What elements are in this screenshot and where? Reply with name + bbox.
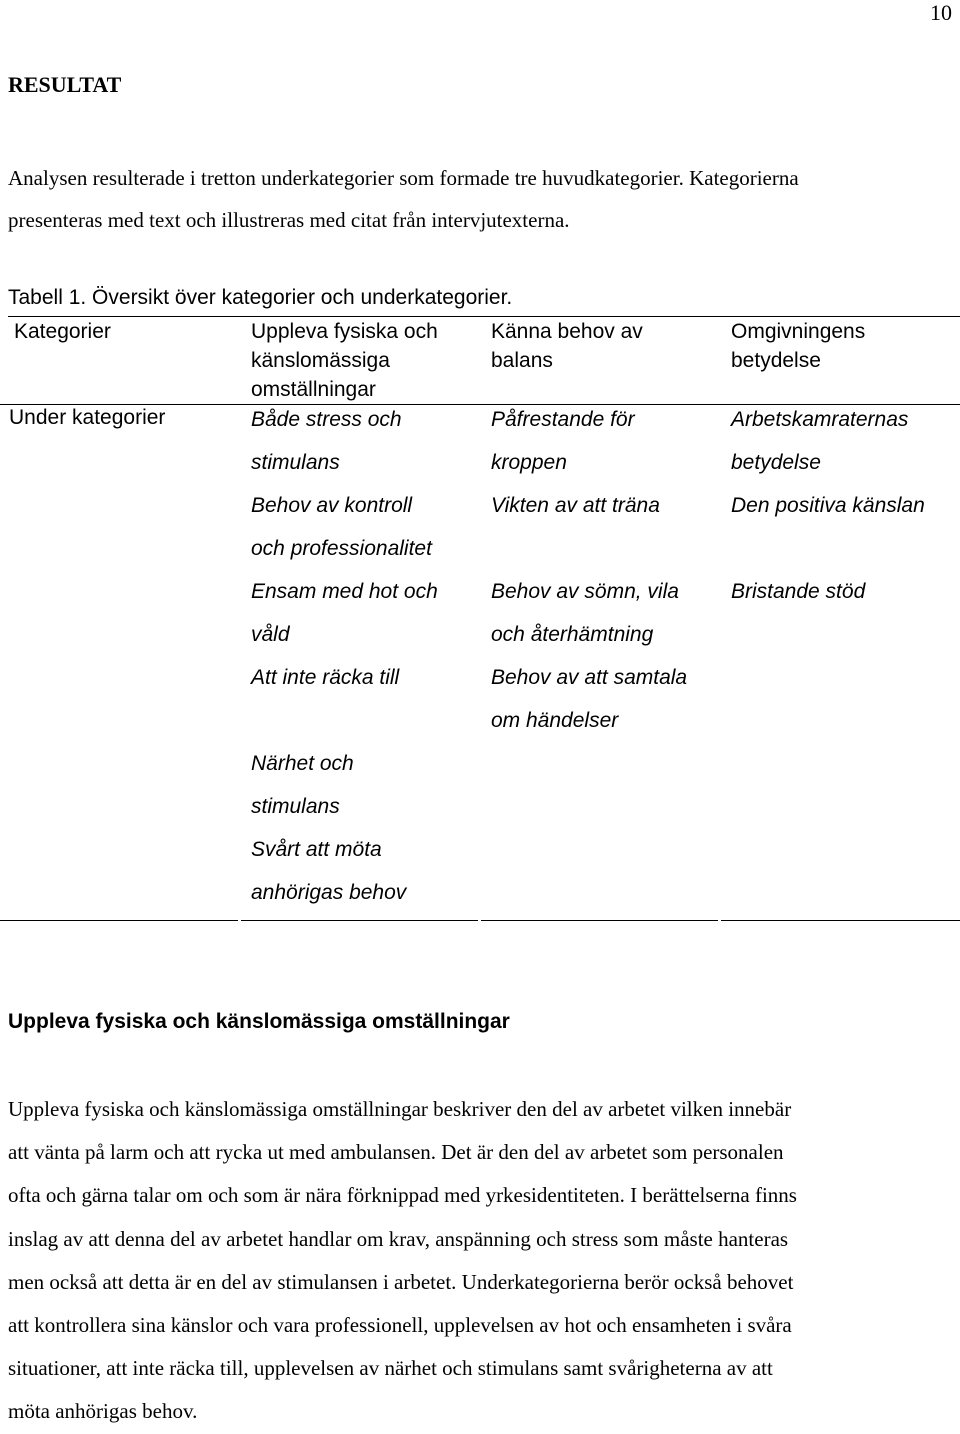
subcategory-line: Den positiva känslan: [731, 494, 925, 517]
table-bottom-rule: [0, 920, 238, 921]
subcategory-line: Bristande stöd: [731, 580, 866, 603]
subcategory-line: Arbetskamraternas: [731, 408, 909, 431]
body-line: men också att detta är en del av stimulansen i arbetet. Underkategorierna berör också behovet: [8, 1269, 794, 1294]
subcategory-line: Behov av sömn, vila: [491, 580, 679, 603]
table-bottom-rule: [481, 920, 718, 921]
body-line: ofta och gärna talar om och som är nära förknippad med yrkesidentiteten. I berättelserna finns: [8, 1183, 797, 1208]
subcategory-line: Ensam med hot och: [251, 580, 438, 603]
body-line: möta anhörigas behov.: [8, 1399, 198, 1424]
subcategory-line: och återhämtning: [491, 623, 654, 646]
subcategory-line: Behov av att samtala: [491, 666, 688, 689]
subcategory-list: [251, 398, 438, 914]
body-line: inslag av att denna del av arbetet handlar om krav, anspänning och stress som måste hanteras: [8, 1226, 789, 1251]
page-number: 10: [930, 0, 952, 25]
subcategory-line: Både stress och: [251, 408, 402, 431]
subcategory-line: Vikten av att träna: [491, 494, 660, 517]
subcategory-list: [731, 398, 925, 613]
subcategory-line: Behov av kontroll: [251, 494, 413, 517]
subcategory-line: Påfrestande för: [491, 408, 635, 431]
subcategory-line: Att inte räcka till: [251, 666, 400, 689]
subcategory-line: stimulans: [251, 795, 340, 818]
subcategory-line: betydelse: [731, 451, 821, 474]
body-line: att kontrollera sina känslor och vara professionell, upplevelsen av hot och ensamheten i svåra: [8, 1313, 792, 1338]
body-line: situationer, att inte räcka till, upplevelsen av närhet och stimulans samt svårigheterna av att: [8, 1356, 773, 1381]
subcategory-line: våld: [251, 623, 290, 646]
category-title: Uppleva fysiska och känslomässiga omställningar: [251, 320, 438, 401]
subcategory-line: kroppen: [491, 451, 567, 474]
subcategory-line: Närhet och: [251, 752, 354, 775]
category-title: Känna behov av balans: [491, 320, 643, 372]
subcategory-line: Svårt att möta: [251, 838, 382, 861]
intro-line: Analysen resulterade i tretton underkategorier som formade tre huvudkategorier. Kategorierna: [8, 166, 799, 190]
table-bottom-rule: [241, 920, 478, 921]
subcategory-line: om händelser: [491, 709, 619, 732]
subcategory-line: [491, 527, 687, 570]
subcategory-line: [731, 527, 925, 570]
subcategory-line: [251, 699, 438, 742]
intro-paragraph: [8, 157, 958, 241]
subcategory-line: och professionalitet: [251, 537, 432, 560]
subcategory-line: anhörigas behov: [251, 881, 407, 904]
table-bottom-rule: [721, 920, 960, 921]
section-heading: Uppleva fysiska och känslomässiga omställningar: [8, 1010, 510, 1033]
body-line: att vänta på larm och att rycka ut med ambulansen. Det är den del av arbetet som personalen: [8, 1140, 784, 1165]
body-line: Uppleva fysiska och känslomässiga omställningar beskriver den del av arbetet vilken innebär: [8, 1097, 792, 1121]
subcategory-list: [491, 398, 687, 742]
intro-line: presenteras med text och illustreras med citat från intervjutexterna.: [8, 208, 570, 232]
subcategory-line: stimulans: [251, 451, 340, 474]
table-caption: Tabell 1. Översikt över kategorier och underkategorier.: [8, 286, 513, 309]
page-heading: RESULTAT: [8, 72, 122, 97]
section-body: [8, 1088, 958, 1434]
table-header-label: Kategorier: [14, 320, 111, 343]
subcategory-row-label: Under kategorier: [9, 406, 166, 429]
category-title: Omgivningens betydelse: [731, 320, 866, 372]
